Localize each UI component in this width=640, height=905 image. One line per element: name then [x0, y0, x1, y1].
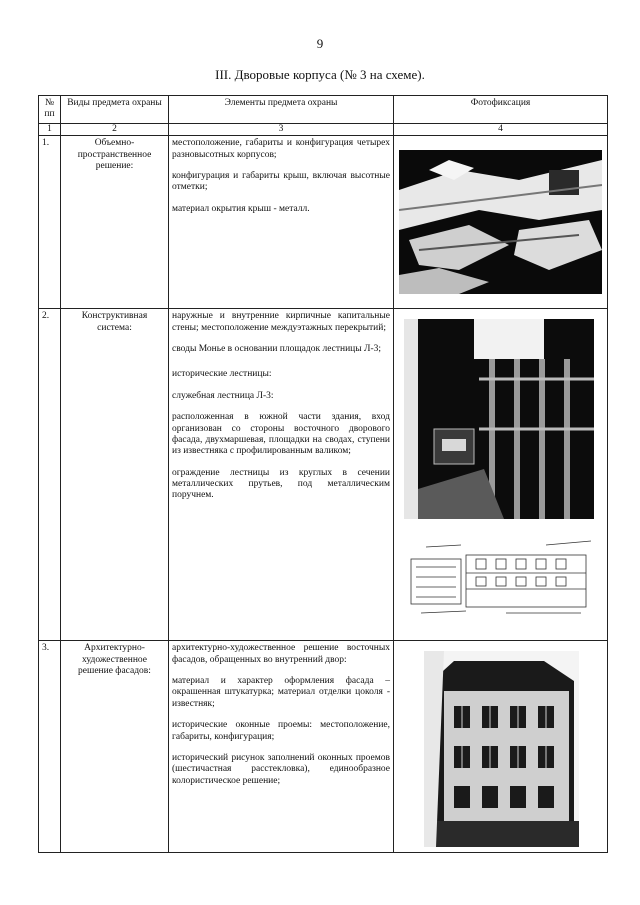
index-cell: 2 — [61, 123, 169, 135]
row-number: 1. — [39, 136, 61, 309]
rooftops-photo — [399, 150, 602, 294]
index-cell: 3 — [169, 123, 394, 135]
index-cell: 4 — [394, 123, 608, 135]
header-elements: Элементы предмета охраны — [169, 96, 394, 124]
facade-photo — [424, 651, 579, 847]
element-text: своды Монье в основании площадок лестницы Л-3; — [172, 343, 382, 354]
photo-cell — [394, 641, 608, 853]
page-number: 9 — [316, 36, 324, 51]
row-type: Архитектурно-художественное решение фасадов: — [61, 641, 169, 853]
row-number: 2. — [39, 309, 61, 641]
element-text: конфигурация и габариты крыш, включая высотные отметки; — [172, 170, 390, 193]
row-type: Объемно-пространственное решение: — [61, 136, 169, 309]
header-row — [39, 96, 608, 124]
element-text: материал окрытия крыш - металл. — [172, 203, 310, 214]
element-text: исторические оконные проемы: местоположение, габариты, конфигурация; — [172, 720, 390, 742]
element-text: наружные и внутренние кирпичные капитальные стены; местоположение междуэтажных перекрытий; — [172, 311, 390, 333]
index-row — [39, 123, 608, 135]
table-row — [39, 309, 608, 641]
row-elements — [169, 309, 394, 641]
row-elements — [169, 136, 394, 309]
header-type: Виды предмета охраны — [61, 96, 169, 124]
header-num: № пп — [39, 96, 61, 124]
table-row — [39, 136, 608, 309]
section-title: III. Дворовые корпуса (№ 3 на схеме). — [215, 67, 425, 82]
row-type: Конструктивная система: — [61, 309, 169, 641]
row-elements — [169, 641, 394, 853]
element-text: служебная лестница Л-3: — [172, 390, 274, 401]
row-number: 3. — [39, 641, 61, 853]
element-text: ограждение лестницы из круглых в сечении металлических прутьев, под металлическим поручнем. — [172, 467, 390, 501]
element-text: расположенная в южной части здания, вход организован со стороны восточного дворового фасада, двухмаршевая, площадки на сводах, ступени из известняка с профилированным валиком; — [172, 412, 390, 457]
element-text: исторические лестницы: — [172, 369, 272, 380]
table-row — [39, 641, 608, 853]
element-text: материал и характер оформления фасада – окрашенная штукатурка; материал отделки цоколя - известняк; — [172, 675, 390, 709]
header-photo: Фотофиксация — [394, 96, 608, 124]
index-cell: 1 — [39, 123, 61, 135]
staircase-drawing — [406, 537, 596, 617]
element-text: местоположение, габариты и конфигурация четырех разновысотных корпусов; — [172, 138, 390, 160]
staircase-photo — [404, 319, 594, 519]
photo-cell — [394, 309, 608, 641]
element-text: исторический рисунок заполнений оконных проемов (шестичастная расстекловка), единообразное колористическое решение; — [172, 752, 390, 786]
photo-cell — [394, 136, 608, 309]
protection-table — [38, 95, 608, 853]
element-text: архитектурно-художественное решение восточных фасадов, обращенных во внутренний двор: — [172, 643, 390, 665]
